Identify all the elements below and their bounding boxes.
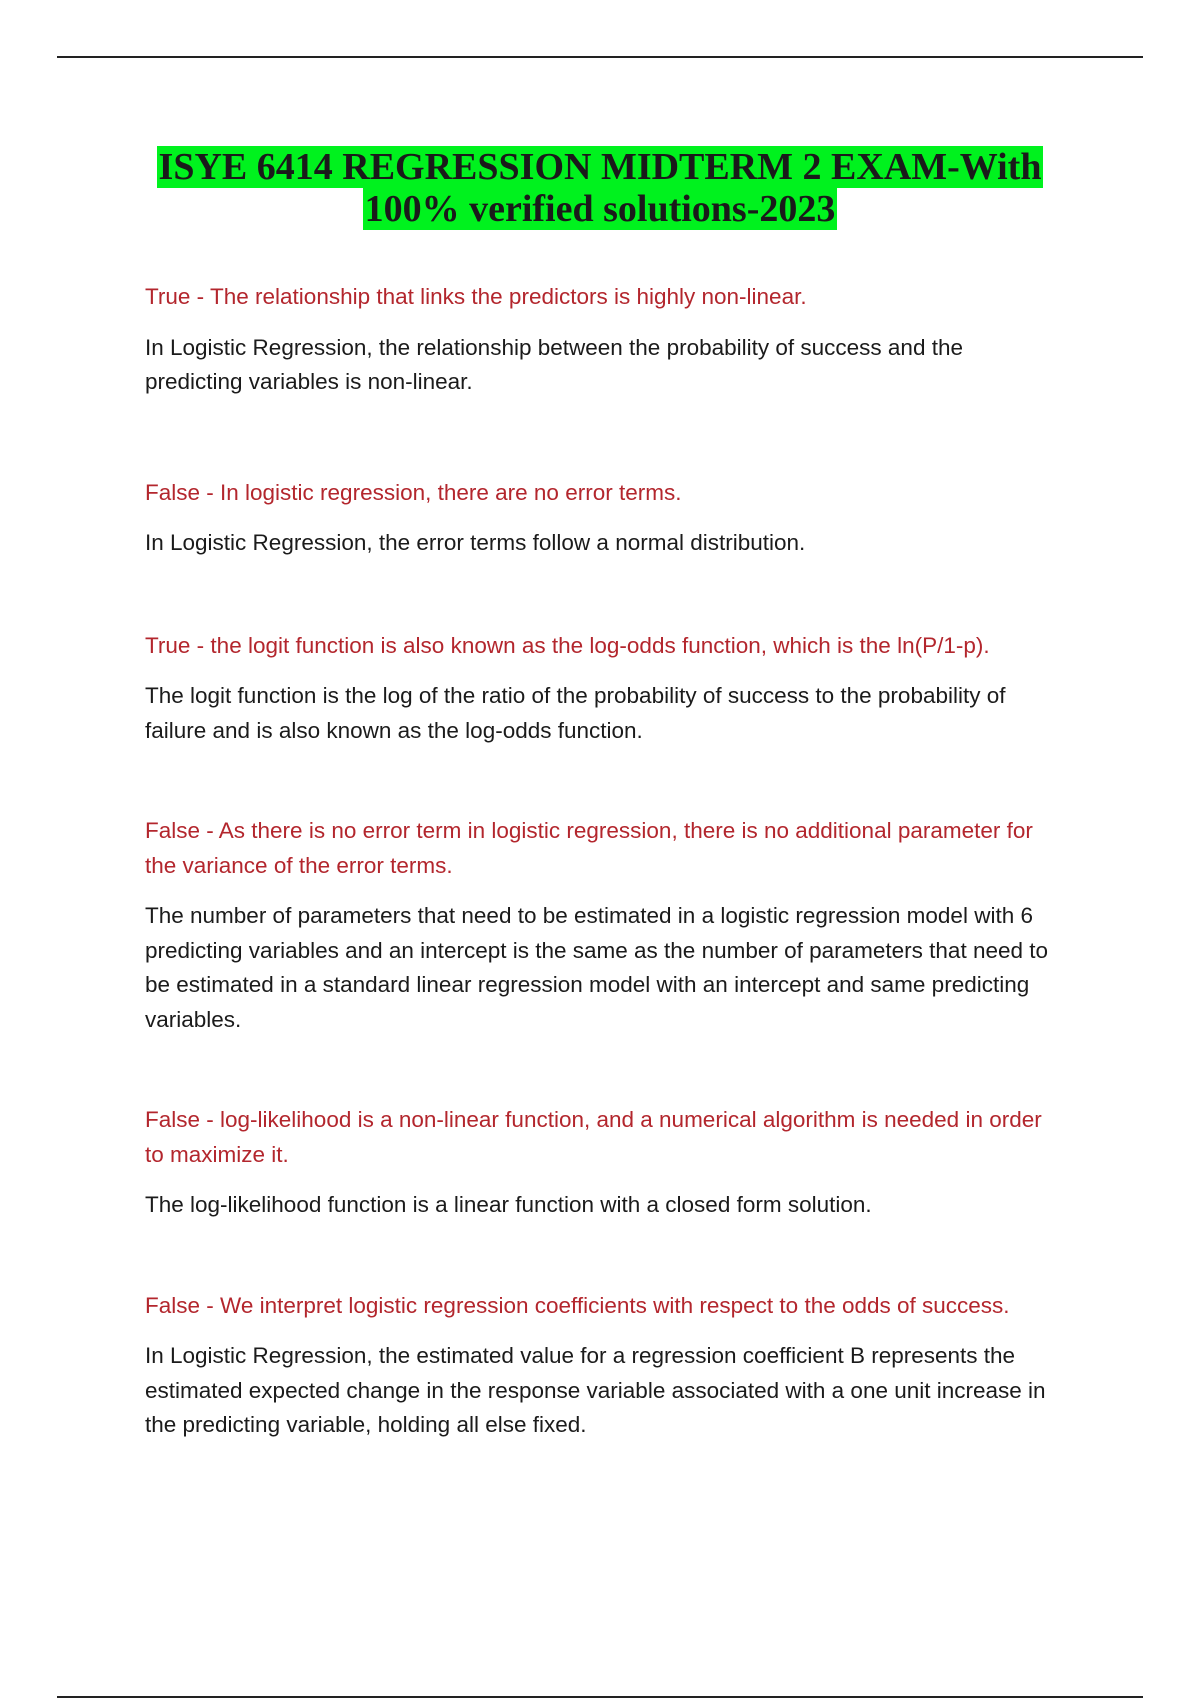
question-text: In Logistic Regression, the relationship between the probability of success and the predicting variables is non-linear. — [145, 334, 963, 394]
qa-list — [145, 280, 1065, 1443]
answer-text: False - log-likelihood is a non-linear function, and a numerical algorithm is needed in order to maximize it. — [145, 1107, 1042, 1167]
question-text: In Logistic Regression, the estimated value for a regression coefficient B represents the estimated expected change in the response variable associated with a one unit increase in the predicting variable, holding all else fixed. — [145, 1343, 1046, 1437]
qa-item — [145, 814, 1065, 1037]
question-text: In Logistic Regression, the error terms follow a normal distribution. — [145, 530, 806, 555]
qa-item — [145, 1103, 1065, 1223]
answer-text: True - the logit function is also known as the log-odds function, which is the ln(P/1-p). — [145, 632, 990, 658]
answer-text: False - In logistic regression, there are no error terms. — [145, 479, 682, 505]
title-line-1: ISYE 6414 REGRESSION MIDTERM 2 EXAM-With — [158, 146, 1042, 188]
answer-text: False - As there is no error term in logistic regression, there is no additional parameter for the variance of the error terms. — [145, 818, 1033, 878]
answer-text: False - We interpret logistic regression coefficients with respect to the odds of success. — [145, 1292, 1010, 1318]
qa-item — [145, 1289, 1065, 1443]
qa-item — [145, 629, 1065, 749]
header-rule — [57, 56, 1143, 58]
question-text: The log-likelihood function is a linear function with a closed form solution. — [145, 1192, 872, 1217]
question-text: The logit function is the log of the ratio of the probability of success to the probability of failure and is also known as the log-odds function. — [145, 683, 1006, 743]
footer-rule — [57, 1696, 1143, 1698]
title-line-2: 100% verified solutions-2023 — [364, 188, 836, 230]
qa-item — [145, 280, 1065, 400]
qa-item — [145, 476, 1065, 561]
answer-text: True - The relationship that links the predictors is highly non-linear. — [145, 284, 807, 309]
document-title — [100, 146, 1100, 230]
question-text: The number of parameters that need to be estimated in a logistic regression model with 6 predicting variables and an intercept is the same as the number of parameters that need to be estimated in a standard linear regression model with an intercept and same predicting variables. — [145, 903, 1049, 1032]
